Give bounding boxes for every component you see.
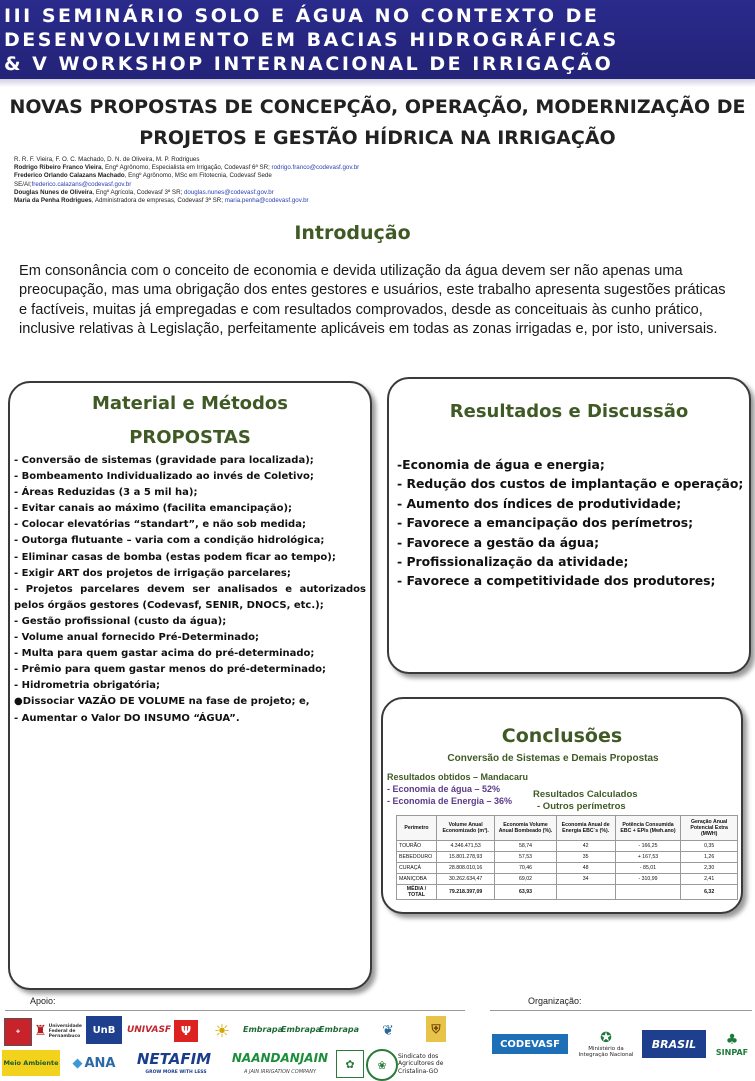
table-cell: 1,26 [681, 852, 738, 863]
author-1-email[interactable]: rodrigo.franco@codevasf.gov.br [271, 164, 360, 172]
univasf-logo: UNIVASF [126, 1025, 172, 1035]
proposal-item: - Exigir ART dos projetos de irrigação parcelares; [14, 567, 291, 579]
result-item: - Favorece a emancipação dos perímetros; [397, 515, 694, 531]
proposal-item: - Gestão profissional (custo da água); [14, 615, 227, 627]
result-item: - Favorece a competitividade dos produtores; [397, 573, 716, 589]
result-item: - Favorece a gestão da água; [397, 534, 600, 550]
poster-title-line-2: PROJETOS E GESTÃO HÍDRICA NA IRRIGAÇÃO [139, 127, 616, 149]
table-cell: MANIÇOBA [397, 874, 437, 885]
proposals-heading: PROPOSTAS [129, 427, 251, 448]
table-row [397, 852, 738, 863]
brasil-logo: BRASIL [642, 1030, 706, 1058]
ana-logo-text: ANA [84, 1055, 116, 1071]
results-heading: Resultados e Discussão [449, 401, 689, 422]
sinpaf-logo-text: SINPAF [715, 1047, 749, 1057]
sindicato-seal-icon: ❀ [366, 1049, 398, 1081]
calc-subtitle: - Outros perímetros [537, 801, 626, 812]
author-1-affiliation: , Engº Agrônomo, Especialista em Irrigação, Codevasf 6ª SR; [101, 164, 272, 172]
mandacaru-results [387, 771, 528, 807]
table-header: Geração Anual Potencial Extra (MWH) [681, 816, 738, 841]
poster-title-line-1: NOVAS PROPOSTAS DE CONCEPÇÃO, OPERAÇÃO, MODERNIZAÇÃO DE [9, 96, 746, 118]
table-cell: 48 [556, 863, 615, 874]
table-cell: 57,53 [495, 852, 556, 863]
conference-banner [0, 0, 755, 79]
proposal-item: ●Dissociar VAZÃO DE VOLUME na fase de projeto; e, [14, 696, 310, 708]
mandacaru-water: - Economia de água – 52% [387, 784, 501, 794]
author-2-affiliation: , Engº Agrônomo, MSc em Fitotecnia, Codevasf Sede [124, 172, 272, 180]
banner-line-3: & V WORKSHOP INTERNACIONAL DE IRRIGAÇÃO [4, 53, 614, 75]
proposal-item: - Volume anual fornecido Pré-Determinado; [14, 632, 259, 644]
naandanjain-tagline: A JAIN IRRIGATION COMPANY [243, 1068, 317, 1075]
calculated-results [533, 789, 638, 813]
embrapa-logo-2: Embrapa [281, 1024, 321, 1034]
intro-heading: Introdução [294, 222, 411, 244]
table-header: Economia Volume Anual Bombeado (%). [495, 816, 556, 841]
netafim-logo: NETAFIM [136, 1050, 212, 1068]
table-total-row [397, 885, 738, 900]
proposal-item: - Hidrometria obrigatória; [14, 680, 161, 692]
conclusions-heading: Conclusões [501, 725, 623, 747]
ministerio-logo: ✪ Ministério da Integração Nacional [574, 1024, 638, 1064]
embrapa-logo-1: Embrapa [243, 1024, 283, 1034]
table-cell: 79.218.397,09 [436, 885, 494, 900]
author-1-name: Rodrigo Ribeiro Franco Vieira [14, 164, 102, 172]
table-header: Economia Anual de Energia EBC´s (%). [556, 816, 615, 841]
table-cell [615, 885, 681, 900]
proposal-item: - Conversão de sistemas (gravidade para localizada); [14, 455, 314, 466]
author-2-name: Frederico Orlando Calazans Machado [14, 172, 125, 180]
ufpe-logo: ♜ Universidade Federal de Pernambuco [34, 1023, 82, 1039]
table-cell: + 167,53 [615, 852, 681, 863]
embrapa-logo-3: Embrapa [319, 1024, 359, 1034]
proposal-item: - Outorga flutuante – varia com a condição hidrológica; [14, 535, 325, 547]
ufpe-logo-text: Universidade Federal de Pernambuco [48, 1023, 82, 1039]
ana-logo: ◆ ANA [72, 1055, 116, 1071]
sun-logo: ☀ [213, 1020, 231, 1042]
proposal-item: - Aumentar o Valor DO INSUMO “ÁGUA”. [14, 712, 240, 724]
table-row [397, 863, 738, 874]
table-cell: 35 [556, 852, 615, 863]
banner-line-2: DESENVOLVIMENTO EM BACIAS HIDROGRÁFICAS [4, 29, 619, 51]
apoio-label: Apoio: [30, 996, 56, 1006]
sinpaf-logo: ♣ SINPAF [715, 1031, 749, 1057]
table-cell: MÉDIA / TOTAL [397, 885, 437, 900]
unb-logo: UnB [86, 1016, 122, 1044]
author-4-affiliation: , Administradora de empresas, Codevasf 3ª SR; [91, 197, 225, 205]
author-4-name: Maria da Penha Rodrigues [14, 197, 92, 205]
proposal-item: - Bombeamento Individualizado ao invés de Coletivo; [14, 471, 314, 483]
proposal-item: - Multa para quem gastar acima do pré-determinado; [14, 648, 315, 660]
proposal-item: - Eliminar casas de bomba (estas podem ficar ao tempo); [14, 551, 336, 563]
material-heading: Material e Métodos [91, 393, 289, 414]
table-header: Potência Consumida EBC + EPIs (Mwh.ano) [615, 816, 681, 841]
table-cell: 2,30 [681, 863, 738, 874]
table-cell: - 166,25 [615, 841, 681, 852]
banner-shadow [0, 79, 755, 87]
table-header: Volume Anual Economizado (m³). [436, 816, 494, 841]
author-names: R. R. F. Vieira, F. O. C. Machado, D. N. de Oliveira, M. P. Rodrigues [14, 156, 200, 163]
table-header-row [397, 816, 738, 841]
table-cell: 30.262.634,47 [436, 874, 494, 885]
shield-logo: ✚ [4, 1018, 32, 1046]
table-cell: 63,93 [495, 885, 556, 900]
ministerio-logo-text: Ministério da Integração Nacional [578, 1046, 634, 1058]
results-table [396, 815, 738, 900]
table-cell: TOURÃO [397, 841, 437, 852]
results-list [397, 455, 747, 591]
result-item: - Profissionalização da atividade; [397, 554, 629, 570]
table-header: Perímetro [397, 816, 437, 841]
proposal-item: - Evitar canais ao máximo (facilita emancipação); [14, 503, 293, 515]
proposal-item: - Colocar elevatórias “standart”, e não sob medida; [14, 519, 306, 531]
table-cell: 4.346.471,53 [436, 841, 494, 852]
result-item: - Aumento dos índices de produtividade; [397, 495, 682, 511]
table-cell: - 85,01 [615, 863, 681, 874]
mandacaru-energy: - Economia de Energia – 36% [387, 796, 513, 806]
table-cell: 0,35 [681, 841, 738, 852]
cnpq-logo: ✿ [336, 1050, 364, 1078]
authors-block [14, 156, 434, 205]
author-2-email[interactable]: frederico.calazans@codevasf.gov.br [31, 180, 132, 188]
proposal-item: - Áreas Reduzidas (3 a 5 mil ha); [14, 487, 198, 499]
author-3-affiliation: , Engº Agrícola, Codevasf 3ª SR; [92, 188, 184, 196]
agency-logo: ❦ [382, 1023, 394, 1039]
netafim-tagline: GROW MORE WITH LESS [145, 1069, 207, 1075]
table-row [397, 841, 738, 852]
result-item: -Economia de água e energia; [397, 457, 605, 472]
table-row [397, 874, 738, 885]
table-cell: 6,32 [681, 885, 738, 900]
conclusions-subheading: Conversão de Sistemas e Demais Propostas [447, 753, 659, 764]
calc-title: Resultados Calculados [533, 789, 638, 800]
meio-ambiente-logo: Meio Ambiente [2, 1050, 60, 1076]
crest-logo: ⛨ [426, 1016, 446, 1042]
table-cell: CURAÇÁ [397, 863, 437, 874]
mandacaru-title: Resultados obtidos – Mandacaru [387, 772, 529, 782]
proposal-item: - Projetos parcelares devem ser analisados e autorizados pelos órgãos gestores (Codevasf, SENIR, DNOCS, etc.); [14, 583, 366, 611]
intro-body: Em consonância com o conceito de economia e devida utilização da água devem ser não apenas uma preocupação, mas uma obrigação dos entes gestores e usuários, este trabalho apresenta sugestões práticas e factíveis, muitas já empregadas e com resultados comprovados, desde as conceituais às cunho prático, inclusive relativas à Legislação, perfeitamente aplicáveis em todas as zonas irrigadas e, por isto, universais. [19, 263, 726, 338]
table-cell: 42 [556, 841, 615, 852]
table-cell: - 310,99 [615, 874, 681, 885]
table-cell: 70,46 [495, 863, 556, 874]
conclusions-box [381, 697, 743, 914]
table-cell: 69,02 [495, 874, 556, 885]
author-2-affiliation-cont: SE/AI; [14, 180, 32, 188]
apoio-divider [5, 1010, 465, 1011]
author-3-email[interactable]: douglas.nunes@codevasf.gov.br [183, 188, 274, 196]
table-cell: 58,74 [495, 841, 556, 852]
table-cell [556, 885, 615, 900]
table-cell: 34 [556, 874, 615, 885]
proposals-list [14, 453, 366, 727]
banner-line-1: III SEMINÁRIO SOLO E ÁGUA NO CONTEXTO DE [4, 5, 600, 27]
author-3-name: Douglas Nunes de Oliveira [14, 188, 93, 196]
organizacao-divider [490, 1010, 752, 1011]
proposal-item: - Prêmio para quem gastar menos do pré-determinado; [14, 664, 327, 676]
table-cell: 2,41 [681, 874, 738, 885]
results-box [387, 377, 751, 674]
material-methods-box [8, 381, 372, 990]
codevasf-logo: CODEVASF [492, 1034, 568, 1054]
sindicato-text: Sindicato dos Agricultores de Cristalina-GO [398, 1052, 444, 1075]
organizacao-label: Organização: [528, 996, 582, 1006]
naandanjain-logo: NAANDANJAIN [231, 1051, 329, 1065]
result-item: - Redução dos custos de implantação e operação; [397, 476, 744, 492]
table-cell: 28.808.010,16 [436, 863, 494, 874]
author-4-email[interactable]: maria.penha@codevasf.gov.br [224, 197, 309, 205]
table-cell: 15.801.278,93 [436, 852, 494, 863]
tv-logo: Ψ [174, 1020, 198, 1042]
table-cell: BEBEDOURO [397, 852, 437, 863]
